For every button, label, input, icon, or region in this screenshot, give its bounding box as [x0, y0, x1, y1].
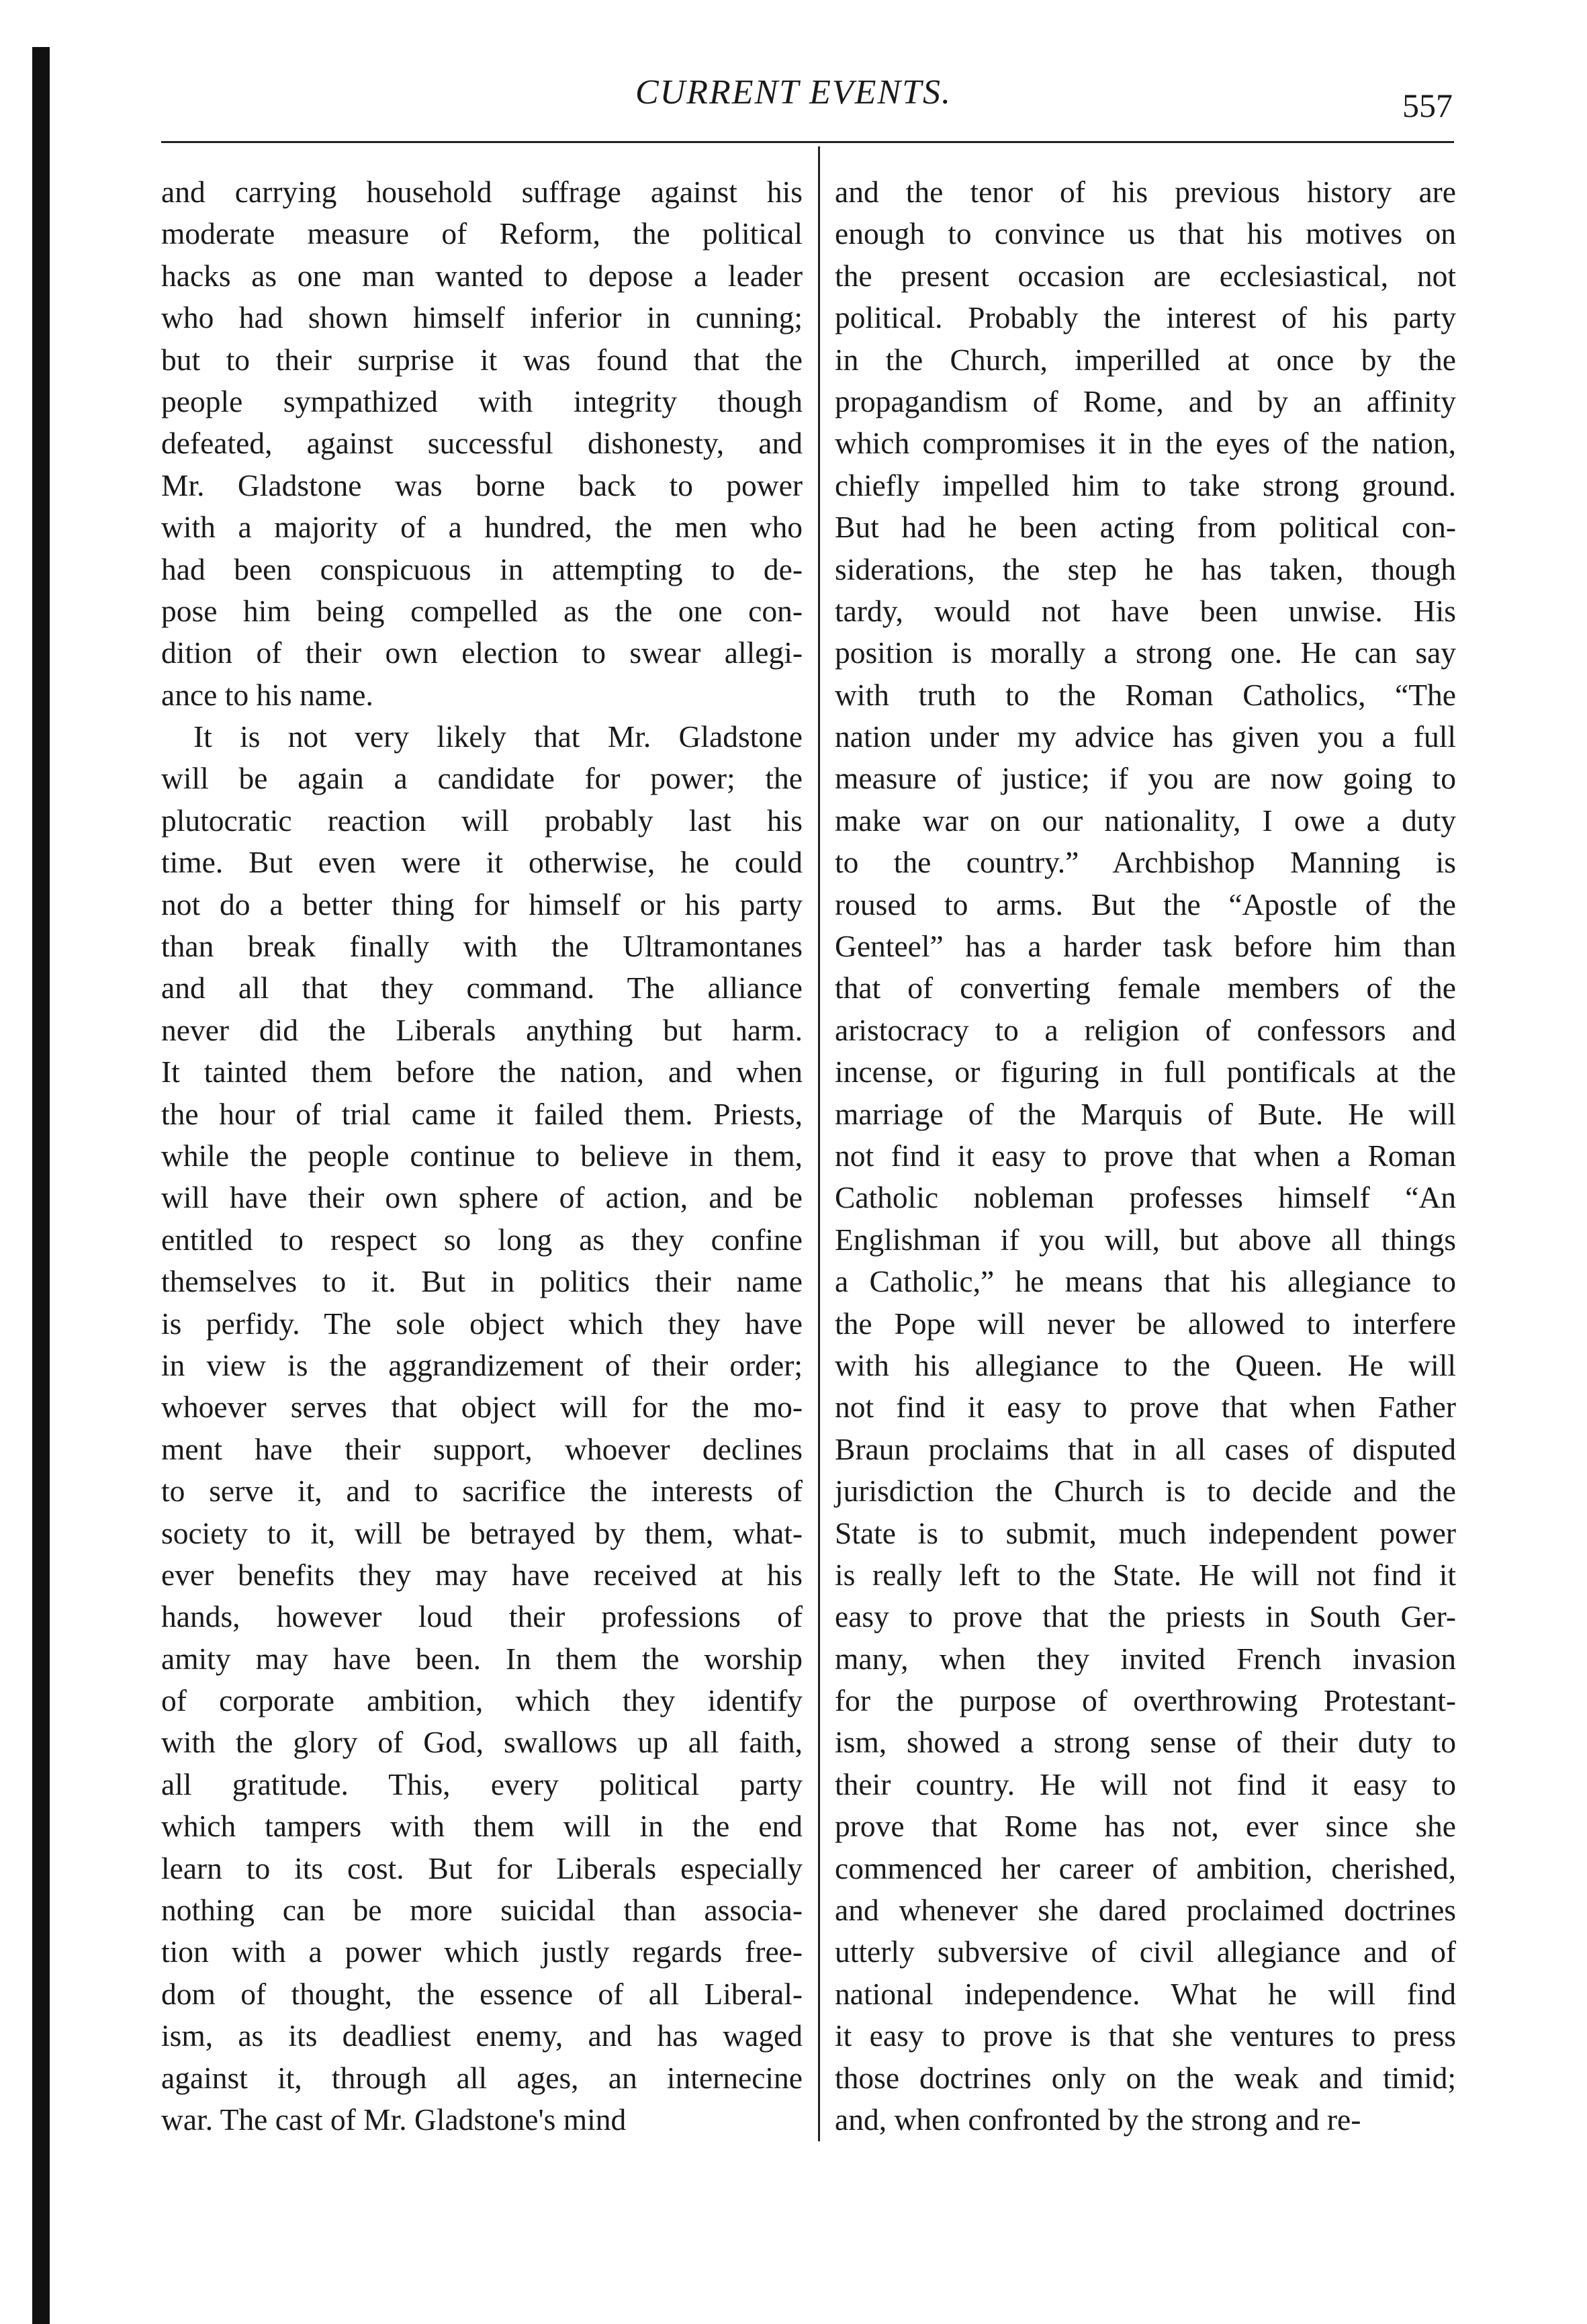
text-line: ance to his name.: [161, 677, 373, 712]
text-line: not find it easy to prove that when a Roman: [835, 1138, 1456, 1173]
text-line: the Pope will never be allowed to interfere: [835, 1306, 1456, 1341]
text-line: jurisdiction the Church is to decide and the: [835, 1474, 1456, 1509]
text-line: not find it easy to prove that when Father: [835, 1390, 1456, 1425]
text-line: against it, through all ages, an internecine: [161, 2060, 803, 2095]
text-line: which tampers with them will in the end: [161, 1809, 803, 1844]
text-line: Genteel” has a harder task before him than: [835, 929, 1456, 964]
text-line: ism, showed a strong sense of their duty to: [835, 1725, 1456, 1760]
text-line: dition of their own election to swear allegi-: [161, 635, 803, 670]
text-line: in the Church, imperilled at once by the: [835, 342, 1456, 377]
text-line: with truth to the Roman Catholics, “The: [835, 677, 1456, 712]
text-line: enough to convince us that his motives on: [835, 216, 1456, 251]
text-line: and carrying household suffrage against his: [161, 175, 803, 209]
left-column: [161, 171, 803, 2141]
text-line: will have their own sphere of action, and be: [161, 1180, 803, 1215]
text-line: a Catholic,” he means that his allegiance to: [835, 1264, 1456, 1299]
text-line: ment have their support, whoever declines: [161, 1431, 803, 1466]
running-title: CURRENT EVENTS.: [635, 73, 952, 111]
text-line: is really left to the State. He will not find it: [835, 1557, 1456, 1592]
text-line: the hour of trial came it failed them. Priests,: [161, 1096, 803, 1131]
text-line: ism, as its deadliest enemy, and has waged: [161, 2018, 803, 2053]
text-line: society to it, will be betrayed by them, what-: [161, 1515, 803, 1550]
text-line: position is morally a strong one. He can say: [835, 635, 1456, 670]
text-line: that of converting female members of the: [835, 971, 1456, 1005]
text-line: Englishman if you will, but above all things: [835, 1222, 1456, 1257]
text-line: is perfidy. The sole object which they have: [161, 1306, 803, 1341]
column-divider: [818, 146, 820, 2141]
page-number: 557: [1402, 87, 1453, 124]
text-line: plutocratic reaction will probably last his: [161, 803, 803, 838]
text-line: themselves to it. But in politics their name: [161, 1264, 803, 1299]
text-line: It tainted them before the nation, and when: [161, 1055, 803, 1089]
text-line: war. The cast of Mr. Gladstone's mind: [161, 2102, 627, 2137]
text-line: hacks as one man wanted to depose a leader: [161, 258, 803, 293]
text-line: all gratitude. This, every political party: [161, 1767, 803, 1801]
text-line: nation under my advice has given you a full: [835, 719, 1456, 754]
text-line: had been conspicuous in attempting to de-: [161, 551, 803, 586]
text-line: never did the Liberals anything but harm.: [161, 1012, 803, 1047]
text-line: defeated, against successful dishonesty, and: [161, 426, 803, 461]
text-line: tardy, would not have been unwise. His: [835, 593, 1456, 628]
text-line: Catholic nobleman professes himself “An: [835, 1180, 1456, 1215]
text-line: who had shown himself inferior in cunning;: [161, 300, 803, 335]
text-line: than break finally with the Ultramontanes: [161, 929, 803, 964]
text-line: But had he been acting from political con-: [835, 510, 1456, 545]
text-line: many, when they invited French invasion: [835, 1641, 1456, 1676]
text-line: hands, however loud their professions of: [161, 1599, 803, 1634]
text-line: nothing can be more suicidal than associa-: [161, 1893, 803, 1928]
text-line: make war on our nationality, I owe a duty: [835, 803, 1456, 838]
text-line: with the glory of God, swallows up all faith,: [161, 1725, 803, 1760]
text-line: easy to prove that the priests in South Ger-: [835, 1599, 1456, 1634]
text-line: in view is the aggrandizement of their order;: [161, 1347, 803, 1382]
text-line: not do a better thing for himself or his party: [161, 887, 803, 922]
text-line: incense, or figuring in full pontificals at the: [835, 1055, 1456, 1089]
text-line: with his allegiance to the Queen. He will: [835, 1347, 1456, 1382]
text-line: propagandism of Rome, and by an affinity: [835, 384, 1456, 418]
text-line: political. Probably the interest of his party: [835, 300, 1456, 335]
right-column: [835, 171, 1456, 2141]
text-line: and all that they command. The alliance: [161, 971, 803, 1005]
text-line: with a majority of a hundred, the men who: [161, 510, 803, 545]
text-line: of corporate ambition, which they identify: [161, 1683, 803, 1718]
text-line: tion with a power which justly regards free-: [161, 1934, 803, 1969]
text-line: the present occasion are ecclesiastical, not: [835, 258, 1456, 293]
text-line: moderate measure of Reform, the political: [161, 216, 803, 251]
text-line: for the purpose of overthrowing Protestant-: [835, 1683, 1456, 1718]
text-line: Mr. Gladstone was borne back to power: [161, 467, 803, 502]
text-line: and, when confronted by the strong and re-: [835, 2102, 1361, 2137]
text-line: measure of justice; if you are now going to: [835, 761, 1456, 796]
text-line: State is to submit, much independent power: [835, 1515, 1456, 1550]
text-line: which compromises it in the eyes of the nation,: [835, 426, 1456, 461]
text-line: to the country.” Archbishop Manning is: [835, 845, 1456, 880]
text-line: siderations, the step he has taken, though: [835, 551, 1456, 586]
text-line: national independence. What he will find: [835, 1976, 1456, 2011]
text-line: time. But even were it otherwise, he could: [161, 845, 803, 880]
text-line: marriage of the Marquis of Bute. He will: [835, 1096, 1456, 1131]
text-line: people sympathized with integrity though: [161, 384, 803, 418]
text-line: Braun proclaims that in all cases of disputed: [835, 1431, 1456, 1466]
text-line: utterly subversive of civil allegiance and of: [835, 1934, 1456, 1969]
text-line: prove that Rome has not, ever since she: [835, 1809, 1456, 1844]
text-line: and whenever she dared proclaimed doctrines: [835, 1893, 1456, 1928]
text-line: it easy to prove is that she ventures to press: [835, 2018, 1456, 2053]
text-line: roused to arms. But the “Apostle of the: [835, 887, 1456, 922]
text-line: It is not very likely that Mr. Gladstone: [193, 719, 803, 754]
text-line: learn to its cost. But for Liberals especially: [161, 1850, 803, 1885]
text-line: whoever serves that object will for the mo-: [161, 1390, 803, 1425]
header-rule: [161, 141, 1454, 143]
text-line: those doctrines only on the weak and timid;: [835, 2060, 1456, 2095]
text-line: commenced her career of ambition, cherished,: [835, 1850, 1456, 1885]
text-line: entitled to respect so long as they confine: [161, 1222, 803, 1257]
text-line: their country. He will not find it easy to: [835, 1767, 1456, 1801]
text-line: dom of thought, the essence of all Liberal-: [161, 1976, 803, 2011]
text-line: chiefly impelled him to take strong ground.: [835, 467, 1456, 502]
text-line: while the people continue to believe in them,: [161, 1138, 803, 1173]
text-line: to serve it, and to sacrifice the interests of: [161, 1474, 803, 1509]
text-line: but to their surprise it was found that the: [161, 342, 803, 377]
text-line: amity may have been. In them the worship: [161, 1641, 803, 1676]
scan-binding-edge: [32, 47, 50, 2324]
text-line: ever benefits they may have received at his: [161, 1557, 803, 1592]
text-line: will be again a candidate for power; the: [161, 761, 803, 796]
text-line: aristocracy to a religion of confessors and: [835, 1012, 1456, 1047]
text-line: and the tenor of his previous history are: [835, 175, 1456, 209]
text-line: pose him being compelled as the one con-: [161, 593, 803, 628]
